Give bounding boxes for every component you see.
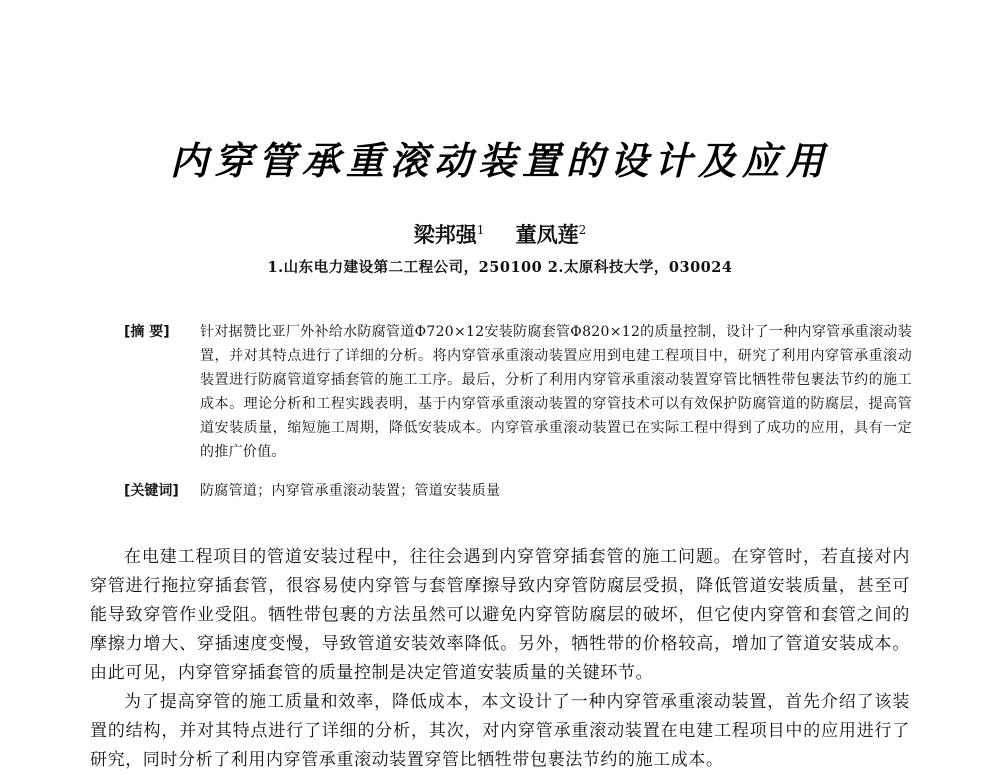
body-text — [90, 543, 910, 775]
keywords-label: [关键词] — [124, 483, 179, 499]
affiliations: 1.山东电力建设第二工程公司，250100 2.太原科技大学，030024 — [267, 259, 733, 276]
author-1 — [414, 216, 485, 249]
body-paragraph-2: 为了提高穿管的施工质量和效率，降低成本，本文设计了一种内穿管承重滚动装置，首先介绍了该装置的结构，并对其特点进行了详细的分析，其次，对内穿管承重滚动装置在电建工程项目中的应用进行了研究，同时分析了利用内穿管承重滚动装置穿管比牺牲带包裹法节约的施工成本。 — [90, 692, 910, 770]
author-line — [0, 216, 1000, 249]
author-2-name: 董凤莲 — [515, 222, 579, 247]
author-2-mark: 2 — [578, 223, 587, 237]
keywords-block — [124, 479, 914, 505]
keywords-text: 防腐管道；内穿管承重滚动装置；管道安装质量 — [200, 483, 501, 499]
body-paragraph-1: 在电建工程项目的管道安装过程中，往往会遇到内穿管穿插套管的施工问题。在穿管时，若直接对内穿管进行拖拉穿插套管，很容易使内穿管与套管摩擦导致内穿管防腐层受损，降低管道安装质量，甚至可能导致穿管作业受阻。牺牲带包裹的方法虽然可以避免内穿管防腐层的破坏，但它使内穿管和套管之间的摩擦力增大、穿插速度变慢，导致管道安装效率降低。另外，牺牲带的价格较高，增加了管道安装成本。由此可见，内穿管穿插套管的质量控制是决定管道安装质量的关键环节。 — [90, 547, 910, 683]
abstract-block — [124, 320, 914, 488]
abstract-label: [摘 要] — [124, 324, 170, 340]
abstract-text: 针对据赞比亚厂外补给水防腐管道Φ720×12安装防腐套管Φ820×12的质量控制，设计了一种内穿管承重滚动装置，并对其特点进行了详细的分析。将内穿管承重滚动装置应用到电建工程项目中，研究了利用内穿管承重滚动装置进行防腐管道穿插套管的施工工序。最后，分析了利用内穿管承重滚动装置穿管比牺牲带包裹法节约的施工成本。理论分析和工程实践表明，基于内穿管承重滚动装置的穿管技术可以有效保护防腐管道的防腐层，提高管道安装质量，缩短施工周期，降低安装成本。内穿管承重滚动装置已在实际工程中得到了成功的应用，具有一定的推广价值。 — [200, 324, 912, 460]
author-2 — [516, 216, 587, 249]
paper-title: 内穿管承重滚动装置的设计及应用 — [169, 139, 830, 183]
author-1-name: 梁邦强 — [413, 222, 477, 247]
author-1-mark: 1 — [476, 223, 485, 237]
